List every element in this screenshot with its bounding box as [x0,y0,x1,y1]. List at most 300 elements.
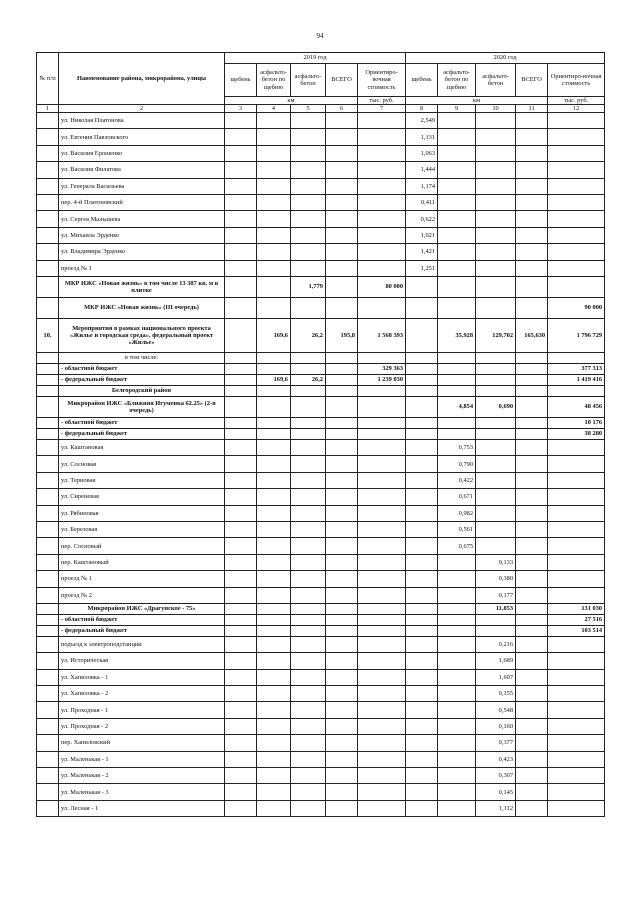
cell-c10 [476,625,516,636]
header-unit-rub: тыс. руб. [358,97,406,105]
cell-c6 [326,571,358,587]
cell-c9 [438,364,476,375]
cell-c10: 11,853 [476,603,516,614]
row-name: пер. Каштановый [59,554,225,570]
cell-c11 [516,614,548,625]
table-row [37,195,605,211]
header-sub: асфальто-бетон [291,64,326,97]
cell-c3 [225,145,257,161]
cell-c10: 0,155 [476,686,516,702]
cell-c6 [326,397,358,418]
cell-c12 [548,244,605,260]
cell-c7 [358,702,406,718]
cell-c9 [438,375,476,386]
cell-c5 [291,653,326,669]
cell-c12 [548,162,605,178]
cell-c10: 1,689 [476,653,516,669]
cell-c6 [326,364,358,375]
cell-c8: 1,021 [406,227,438,243]
cell-c10: 0,380 [476,571,516,587]
cell-c8: 1,444 [406,162,438,178]
cell-c12 [548,768,605,784]
cell-c8 [406,429,438,440]
cell-c4 [257,418,291,429]
cell-c11 [516,521,548,537]
cell-c11 [516,113,548,129]
cell-c3 [225,364,257,375]
cell-c5 [291,211,326,227]
row-name: ул. Николая Платонова [59,113,225,129]
cell-c4 [257,277,291,298]
cell-c3 [225,686,257,702]
cell-c7 [358,113,406,129]
cell-c5 [291,162,326,178]
cell-c8 [406,735,438,751]
cell-c12 [548,195,605,211]
cell-c4 [257,505,291,521]
cell-c8: 1,131 [406,129,438,145]
cell-c7 [358,472,406,488]
cell-c7 [358,505,406,521]
cell-c6 [326,386,358,397]
row-number [37,571,59,587]
cell-c3 [225,227,257,243]
cell-c12 [548,145,605,161]
table-row [37,735,605,751]
cell-c7 [358,718,406,734]
cell-c11 [516,211,548,227]
row-name: МКР ИЖС «Новая жизнь» (III очередь) [59,298,225,319]
road-works-table [36,52,605,817]
cell-c10 [476,178,516,194]
row-name: ул. Генерала Васильева [59,178,225,194]
cell-c5 [291,625,326,636]
cell-c12: 38 280 [548,429,605,440]
cell-c3 [225,418,257,429]
cell-c7 [358,429,406,440]
cell-c10 [476,244,516,260]
cell-c4 [257,195,291,211]
cell-c10: 0,307 [476,768,516,784]
row-number [37,227,59,243]
row-number [37,614,59,625]
cell-c12: 131 030 [548,603,605,614]
row-name: пер. Хапиловский [59,735,225,751]
cell-c7 [358,625,406,636]
cell-c12: 103 514 [548,625,605,636]
table-row [37,669,605,685]
cell-c5 [291,456,326,472]
cell-c10: 0,160 [476,718,516,734]
row-number [37,211,59,227]
cell-c10 [476,145,516,161]
cell-c9 [438,298,476,319]
row-number [37,277,59,298]
cell-c7 [358,571,406,587]
cell-c12 [548,702,605,718]
cell-c9 [438,603,476,614]
cell-c12 [548,505,605,521]
row-name: ул. Михаила Эрденко [59,227,225,243]
cell-c12 [548,751,605,767]
cell-c8: 1,251 [406,260,438,276]
cell-c6 [326,260,358,276]
page-number: 94 [316,32,324,40]
cell-c6 [326,751,358,767]
cell-c7 [358,768,406,784]
cell-c12: 10 176 [548,418,605,429]
row-number [37,800,59,816]
row-number [37,554,59,570]
cell-c7: 329 363 [358,364,406,375]
cell-c7 [358,418,406,429]
header-year-2020: 2020 год [406,53,605,64]
cell-c5 [291,472,326,488]
row-name: ул. Проходная - 2 [59,718,225,734]
cell-c12 [548,472,605,488]
cell-c3 [225,375,257,386]
cell-c5 [291,702,326,718]
cell-c12 [548,353,605,364]
cell-c6 [326,625,358,636]
cell-c4: 169,6 [257,319,291,353]
cell-c8 [406,718,438,734]
cell-c6 [326,456,358,472]
row-number [37,113,59,129]
cell-c10 [476,353,516,364]
table-row [37,718,605,734]
cell-c4 [257,571,291,587]
cell-c11 [516,603,548,614]
row-name: ул. Маленькая - 2 [59,768,225,784]
header-sub: Ориентиро-вочная стоимость [358,64,406,97]
cell-c4 [257,587,291,603]
cell-c9 [438,554,476,570]
cell-c11 [516,489,548,505]
cell-c4 [257,178,291,194]
column-number: 12 [548,105,605,113]
cell-c4 [257,625,291,636]
cell-c9 [438,768,476,784]
cell-c11 [516,669,548,685]
row-number [37,603,59,614]
row-name: проезд № 1 [59,571,225,587]
cell-c6 [326,784,358,800]
row-number [37,129,59,145]
cell-c10 [476,277,516,298]
cell-c6 [326,298,358,319]
cell-c8 [406,489,438,505]
cell-c7 [358,735,406,751]
cell-c7 [358,145,406,161]
cell-c12: 27 516 [548,614,605,625]
cell-c9 [438,636,476,652]
cell-c10 [476,211,516,227]
cell-c9 [438,277,476,298]
cell-c5 [291,260,326,276]
cell-c5 [291,768,326,784]
header-sub: асфальто-бетон по щебню [257,64,291,97]
cell-c8 [406,298,438,319]
table-row [37,364,605,375]
cell-c6 [326,538,358,554]
row-number [37,397,59,418]
cell-c4 [257,244,291,260]
table-row [37,587,605,603]
cell-c11 [516,768,548,784]
cell-c12: 1 796 729 [548,319,605,353]
cell-c6 [326,768,358,784]
cell-c6 [326,669,358,685]
header-sub: Ориентиро-вочная стоимость [548,64,605,97]
cell-c12: 90 000 [548,298,605,319]
cell-c4 [257,603,291,614]
cell-c5 [291,554,326,570]
column-number: 8 [406,105,438,113]
cell-c12: 48 456 [548,397,605,418]
cell-c4 [257,636,291,652]
cell-c4 [257,260,291,276]
cell-c5 [291,364,326,375]
row-number [37,489,59,505]
cell-c10 [476,129,516,145]
row-number [37,505,59,521]
row-name: ул. Проходная - 1 [59,702,225,718]
header-name: Наименование района, микрорайона, улицы [59,53,225,105]
cell-c4 [257,669,291,685]
cell-c3 [225,718,257,734]
cell-c11 [516,195,548,211]
cell-c5 [291,669,326,685]
row-name: ул. Рябиновая [59,505,225,521]
row-name: - федеральный бюджет [59,375,225,386]
cell-c10 [476,364,516,375]
cell-c3 [225,386,257,397]
cell-c5: 1,779 [291,277,326,298]
row-number [37,587,59,603]
cell-c12 [548,735,605,751]
row-name: в том числе: [59,353,225,364]
cell-c4 [257,614,291,625]
row-name: ул. Хапиловка - 1 [59,669,225,685]
cell-c6: 195,8 [326,319,358,353]
cell-c11 [516,227,548,243]
cell-c5 [291,429,326,440]
row-number [37,686,59,702]
cell-c3 [225,472,257,488]
cell-c4 [257,129,291,145]
cell-c3 [225,669,257,685]
row-number [37,195,59,211]
row-number [37,456,59,472]
cell-c10: 0,216 [476,636,516,652]
cell-c12 [548,554,605,570]
cell-c7 [358,195,406,211]
cell-c10 [476,614,516,625]
row-number [37,636,59,652]
cell-c10 [476,260,516,276]
cell-c3 [225,211,257,227]
cell-c6 [326,614,358,625]
table-row [37,375,605,386]
cell-c4 [257,554,291,570]
cell-c11 [516,298,548,319]
table-row [37,800,605,816]
row-number [37,718,59,734]
row-number [37,178,59,194]
cell-c6 [326,521,358,537]
table-row [37,386,605,397]
cell-c7 [358,800,406,816]
cell-c10: 0,548 [476,702,516,718]
cell-c4 [257,489,291,505]
row-number [37,298,59,319]
row-name: ул. Евгения Павловского [59,129,225,145]
cell-c9 [438,129,476,145]
cell-c12 [548,386,605,397]
cell-c12 [548,277,605,298]
row-number [37,364,59,375]
cell-c11 [516,505,548,521]
cell-c5 [291,195,326,211]
row-name: ул. Терновая [59,472,225,488]
row-number [37,669,59,685]
cell-c11 [516,429,548,440]
cell-c9 [438,353,476,364]
cell-c9 [438,418,476,429]
row-number [37,244,59,260]
cell-c8 [406,784,438,800]
table-row [37,277,605,298]
row-name: ул. Владимира Эрденко [59,244,225,260]
header-sub: ВСЕГО [516,64,548,97]
column-number: 4 [257,105,291,113]
cell-c3 [225,521,257,537]
cell-c12: 1 419 416 [548,375,605,386]
cell-c11 [516,702,548,718]
cell-c5 [291,538,326,554]
table-row [37,784,605,800]
cell-c6 [326,603,358,614]
cell-c6 [326,653,358,669]
table-row [37,603,605,614]
cell-c5 [291,686,326,702]
cell-c12 [548,521,605,537]
cell-c8 [406,397,438,418]
cell-c10: 0,145 [476,784,516,800]
row-number [37,784,59,800]
cell-c3 [225,587,257,603]
cell-c12 [548,718,605,734]
cell-c5 [291,603,326,614]
cell-c12 [548,440,605,456]
cell-c11 [516,456,548,472]
header-unit-km: км [406,97,548,105]
table-row [37,113,605,129]
cell-c10 [476,505,516,521]
cell-c10 [476,375,516,386]
table-row [37,129,605,145]
table-row [37,571,605,587]
column-number: 5 [291,105,326,113]
cell-c11 [516,784,548,800]
cell-c9 [438,653,476,669]
cell-c11 [516,375,548,386]
cell-c3 [225,195,257,211]
cell-c6 [326,375,358,386]
cell-c3 [225,636,257,652]
row-name: ул. Маленькая - 3 [59,784,225,800]
cell-c9 [438,211,476,227]
cell-c9 [438,702,476,718]
cell-c7 [358,227,406,243]
cell-c8 [406,587,438,603]
cell-c5 [291,614,326,625]
table-row [37,145,605,161]
cell-c11 [516,178,548,194]
cell-c11 [516,260,548,276]
row-number [37,625,59,636]
cell-c12 [548,587,605,603]
cell-c9: 0,982 [438,505,476,521]
header-unit-rub: тыс. руб. [548,97,605,105]
cell-c4 [257,735,291,751]
cell-c7 [358,587,406,603]
row-name: пер. Сосновый [59,538,225,554]
cell-c3 [225,505,257,521]
cell-c11 [516,735,548,751]
cell-c3 [225,456,257,472]
cell-c8 [406,375,438,386]
cell-c10 [476,195,516,211]
cell-c8 [406,800,438,816]
cell-c8 [406,353,438,364]
cell-c7 [358,456,406,472]
cell-c9 [438,195,476,211]
table-row [37,456,605,472]
row-number [37,735,59,751]
cell-c5 [291,587,326,603]
cell-c6 [326,178,358,194]
table-row [37,702,605,718]
cell-c9: 0,671 [438,489,476,505]
cell-c8: 0,622 [406,211,438,227]
row-name: - областной бюджет [59,364,225,375]
cell-c4 [257,429,291,440]
row-name: - областной бюджет [59,614,225,625]
cell-c5 [291,397,326,418]
cell-c8: 1,063 [406,145,438,161]
cell-c4 [257,800,291,816]
cell-c12 [548,636,605,652]
cell-c11 [516,625,548,636]
cell-c5 [291,800,326,816]
cell-c11 [516,353,548,364]
table-row [37,686,605,702]
cell-c11 [516,653,548,669]
cell-c11 [516,686,548,702]
cell-c11 [516,386,548,397]
cell-c9 [438,625,476,636]
row-name: ул. Василия Филатова [59,162,225,178]
cell-c9 [438,244,476,260]
cell-c6 [326,735,358,751]
cell-c6 [326,195,358,211]
cell-c10 [476,418,516,429]
row-name: ул. Хапиловка - 2 [59,686,225,702]
cell-c5 [291,440,326,456]
row-name: ул. Березовая [59,521,225,537]
